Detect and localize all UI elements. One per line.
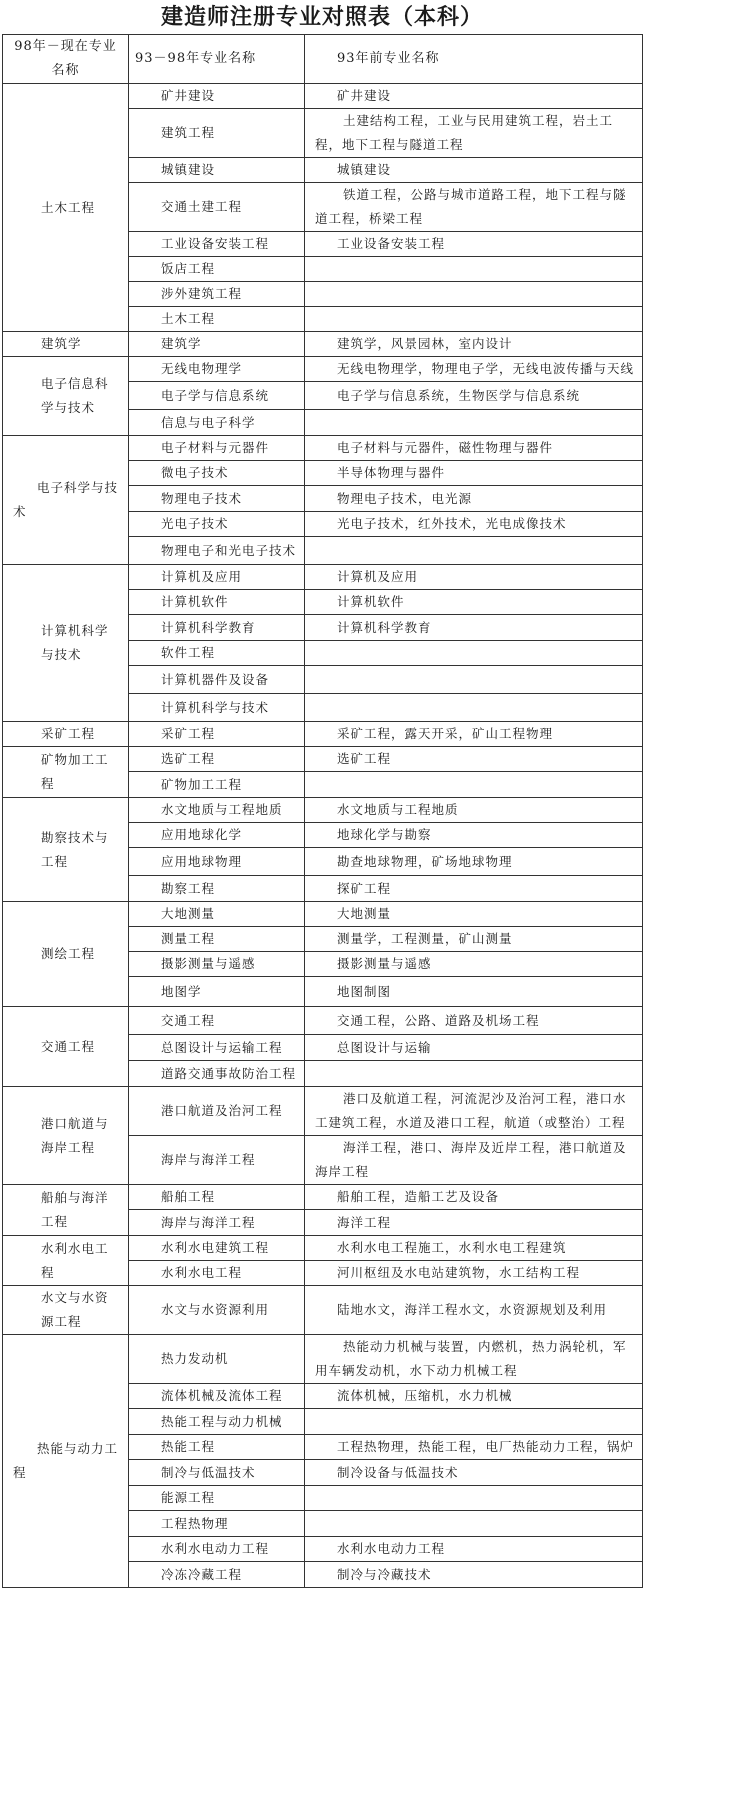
table-row — [3, 1185, 643, 1210]
pre93-major-cell: 探矿工程 — [305, 876, 643, 902]
pre93-major-cell: 土建结构工程，工业与民用建筑工程，岩土工程，地下工程与隧道工程 — [305, 109, 643, 158]
table-row — [3, 1007, 643, 1035]
pre93-major-cell: 勘查地球物理，矿场地球物理 — [305, 848, 643, 876]
pre93-major-cell: 港口及航道工程，河流泥沙及治河工程，港口水工建筑工程，水道及港口工程，航道（或整治）工程 — [305, 1087, 643, 1136]
pre93-major-cell: 矿井建设 — [305, 84, 643, 109]
pre93-major-cell: 大地测量 — [305, 902, 643, 927]
header-pre93-major: 93年前专业名称 — [305, 35, 643, 84]
current-major-cell: 勘察技术与工程 — [3, 798, 129, 902]
header-current-major: 98年－现在专业名称 — [3, 35, 129, 84]
93-98-major-cell: 水文地质与工程地质 — [129, 798, 305, 823]
pre93-major-cell — [305, 772, 643, 798]
pre93-major-cell: 摄影测量与遥感 — [305, 952, 643, 977]
pre93-major-cell: 水文地质与工程地质 — [305, 798, 643, 823]
pre93-major-cell — [305, 1486, 643, 1511]
93-98-major-cell: 电子学与信息系统 — [129, 382, 305, 410]
pre93-major-cell: 水利水电工程施工，水利水电工程建筑 — [305, 1236, 643, 1261]
93-98-major-cell: 微电子技术 — [129, 461, 305, 486]
pre93-major-cell: 电子材料与元器件，磁性物理与器件 — [305, 436, 643, 461]
page-title: 建造师注册专业对照表（本科） — [160, 4, 483, 30]
pre93-major-cell: 光电子技术，红外技术，光电成像技术 — [305, 512, 643, 537]
current-major-cell: 港口航道与海岸工程 — [3, 1087, 129, 1185]
pre93-major-cell — [305, 307, 643, 332]
pre93-major-cell — [305, 1511, 643, 1537]
93-98-major-cell: 计算机软件 — [129, 590, 305, 615]
93-98-major-cell: 电子材料与元器件 — [129, 436, 305, 461]
pre93-major-cell: 海洋工程 — [305, 1210, 643, 1236]
pre93-major-cell: 交通工程，公路、道路及机场工程 — [305, 1007, 643, 1035]
93-98-major-cell: 信息与电子科学 — [129, 410, 305, 436]
pre93-major-cell: 陆地水文，海洋工程水文，水资源规划及利用 — [305, 1286, 643, 1335]
table-row — [3, 565, 643, 590]
pre93-major-cell — [305, 537, 643, 565]
93-98-major-cell: 选矿工程 — [129, 747, 305, 772]
pre93-major-cell: 铁道工程，公路与城市道路工程，地下工程与隧道工程，桥梁工程 — [305, 183, 643, 232]
pre93-major-cell — [305, 1061, 643, 1087]
93-98-major-cell: 应用地球化学 — [129, 823, 305, 848]
table-row — [3, 332, 643, 357]
pre93-major-cell: 测量学，工程测量，矿山测量 — [305, 927, 643, 952]
93-98-major-cell: 摄影测量与遥感 — [129, 952, 305, 977]
pre93-major-cell — [305, 641, 643, 666]
pre93-major-cell: 工业设备安装工程 — [305, 232, 643, 257]
93-98-major-cell: 工程热物理 — [129, 1511, 305, 1537]
pre93-major-cell: 城镇建设 — [305, 158, 643, 183]
93-98-major-cell: 应用地球物理 — [129, 848, 305, 876]
93-98-major-cell: 交通工程 — [129, 1007, 305, 1035]
93-98-major-cell: 水利水电动力工程 — [129, 1537, 305, 1562]
table-row — [3, 798, 643, 823]
table-row — [3, 747, 643, 772]
93-98-major-cell: 光电子技术 — [129, 512, 305, 537]
table-row — [3, 1236, 643, 1261]
93-98-major-cell: 水利水电工程 — [129, 1261, 305, 1286]
header-93-98-major: 93－98年专业名称 — [129, 35, 305, 84]
93-98-major-cell: 港口航道及治河工程 — [129, 1087, 305, 1136]
93-98-major-cell: 能源工程 — [129, 1486, 305, 1511]
93-98-major-cell: 勘察工程 — [129, 876, 305, 902]
93-98-major-cell: 涉外建筑工程 — [129, 282, 305, 307]
93-98-major-cell: 水文与水资源利用 — [129, 1286, 305, 1335]
93-98-major-cell: 道路交通事故防治工程 — [129, 1061, 305, 1087]
current-major-cell: 电子信息科学与技术 — [3, 357, 129, 436]
93-98-major-cell: 海岸与海洋工程 — [129, 1136, 305, 1185]
93-98-major-cell: 地图学 — [129, 977, 305, 1007]
93-98-major-cell: 矿物加工工程 — [129, 772, 305, 798]
93-98-major-cell: 海岸与海洋工程 — [129, 1210, 305, 1236]
current-major-cell: 水文与水资源工程 — [3, 1286, 129, 1335]
93-98-major-cell: 计算机科学与技术 — [129, 694, 305, 722]
93-98-major-cell: 无线电物理学 — [129, 357, 305, 382]
93-98-major-cell: 计算机器件及设备 — [129, 666, 305, 694]
pre93-major-cell: 地图制图 — [305, 977, 643, 1007]
93-98-major-cell: 测量工程 — [129, 927, 305, 952]
93-98-major-cell: 流体机械及流体工程 — [129, 1384, 305, 1409]
pre93-major-cell — [305, 666, 643, 694]
current-major-cell: 矿物加工工程 — [3, 747, 129, 798]
current-major-cell: 测绘工程 — [3, 902, 129, 1007]
93-98-major-cell: 土木工程 — [129, 307, 305, 332]
pre93-major-cell: 热能动力机械与装置，内燃机，热力涡轮机，军用车辆发动机，水下动力机械工程 — [305, 1335, 643, 1384]
current-major-cell: 热能与动力工程 — [3, 1335, 129, 1588]
pre93-major-cell — [305, 410, 643, 436]
current-major-cell: 建筑学 — [3, 332, 129, 357]
table-body — [3, 84, 643, 1588]
93-98-major-cell: 热能工程 — [129, 1435, 305, 1460]
pre93-major-cell: 物理电子技术，电光源 — [305, 486, 643, 512]
pre93-major-cell: 船舶工程，造船工艺及设备 — [305, 1185, 643, 1210]
table-row — [3, 1335, 643, 1384]
pre93-major-cell: 选矿工程 — [305, 747, 643, 772]
93-98-major-cell: 大地测量 — [129, 902, 305, 927]
pre93-major-cell: 河川枢纽及水电站建筑物，水工结构工程 — [305, 1261, 643, 1286]
93-98-major-cell: 物理电子和光电子技术 — [129, 537, 305, 565]
table-row — [3, 436, 643, 461]
table-row — [3, 357, 643, 382]
current-major-cell: 船舶与海洋工程 — [3, 1185, 129, 1236]
93-98-major-cell: 软件工程 — [129, 641, 305, 666]
93-98-major-cell: 船舶工程 — [129, 1185, 305, 1210]
93-98-major-cell: 建筑工程 — [129, 109, 305, 158]
pre93-major-cell: 海洋工程，港口、海岸及近岸工程，港口航道及海岸工程 — [305, 1136, 643, 1185]
93-98-major-cell: 热力发动机 — [129, 1335, 305, 1384]
pre93-major-cell: 地球化学与勘察 — [305, 823, 643, 848]
table-header-row — [3, 35, 643, 84]
pre93-major-cell: 制冷与冷藏技术 — [305, 1562, 643, 1588]
pre93-major-cell — [305, 1409, 643, 1435]
current-major-cell: 交通工程 — [3, 1007, 129, 1087]
pre93-major-cell: 电子学与信息系统，生物医学与信息系统 — [305, 382, 643, 410]
pre93-major-cell — [305, 694, 643, 722]
93-98-major-cell: 制冷与低温技术 — [129, 1460, 305, 1486]
table-row — [3, 1087, 643, 1136]
current-major-cell: 计算机科学与技术 — [3, 565, 129, 722]
pre93-major-cell: 采矿工程，露天开采，矿山工程物理 — [305, 722, 643, 747]
pre93-major-cell: 总图设计与运输 — [305, 1035, 643, 1061]
93-98-major-cell: 水利水电建筑工程 — [129, 1236, 305, 1261]
table-row — [3, 1286, 643, 1335]
93-98-major-cell: 矿井建设 — [129, 84, 305, 109]
93-98-major-cell: 工业设备安装工程 — [129, 232, 305, 257]
93-98-major-cell: 物理电子技术 — [129, 486, 305, 512]
pre93-major-cell: 半导体物理与器件 — [305, 461, 643, 486]
93-98-major-cell: 计算机及应用 — [129, 565, 305, 590]
pre93-major-cell: 制冷设备与低温技术 — [305, 1460, 643, 1486]
93-98-major-cell: 计算机科学教育 — [129, 615, 305, 641]
93-98-major-cell: 建筑学 — [129, 332, 305, 357]
current-major-cell: 水利水电工程 — [3, 1236, 129, 1286]
93-98-major-cell: 饭店工程 — [129, 257, 305, 282]
pre93-major-cell: 流体机械，压缩机，水力机械 — [305, 1384, 643, 1409]
current-major-cell: 土木工程 — [3, 84, 129, 332]
93-98-major-cell: 采矿工程 — [129, 722, 305, 747]
93-98-major-cell: 总图设计与运输工程 — [129, 1035, 305, 1061]
pre93-major-cell: 水利水电动力工程 — [305, 1537, 643, 1562]
table-row — [3, 84, 643, 109]
pre93-major-cell: 计算机软件 — [305, 590, 643, 615]
pre93-major-cell: 建筑学，风景园林，室内设计 — [305, 332, 643, 357]
93-98-major-cell: 交通土建工程 — [129, 183, 305, 232]
pre93-major-cell: 计算机及应用 — [305, 565, 643, 590]
table-row — [3, 902, 643, 927]
current-major-cell: 电子科学与技术 — [3, 436, 129, 565]
93-98-major-cell: 冷冻冷藏工程 — [129, 1562, 305, 1588]
pre93-major-cell: 工程热物理，热能工程，电厂热能动力工程，锅炉 — [305, 1435, 643, 1460]
table-row — [3, 722, 643, 747]
pre93-major-cell: 无线电物理学，物理电子学，无线电波传播与天线 — [305, 357, 643, 382]
pre93-major-cell: 计算机科学教育 — [305, 615, 643, 641]
pre93-major-cell — [305, 257, 643, 282]
current-major-cell: 采矿工程 — [3, 722, 129, 747]
pre93-major-cell — [305, 282, 643, 307]
major-comparison-table — [2, 34, 643, 1588]
93-98-major-cell: 城镇建设 — [129, 158, 305, 183]
93-98-major-cell: 热能工程与动力机械 — [129, 1409, 305, 1435]
